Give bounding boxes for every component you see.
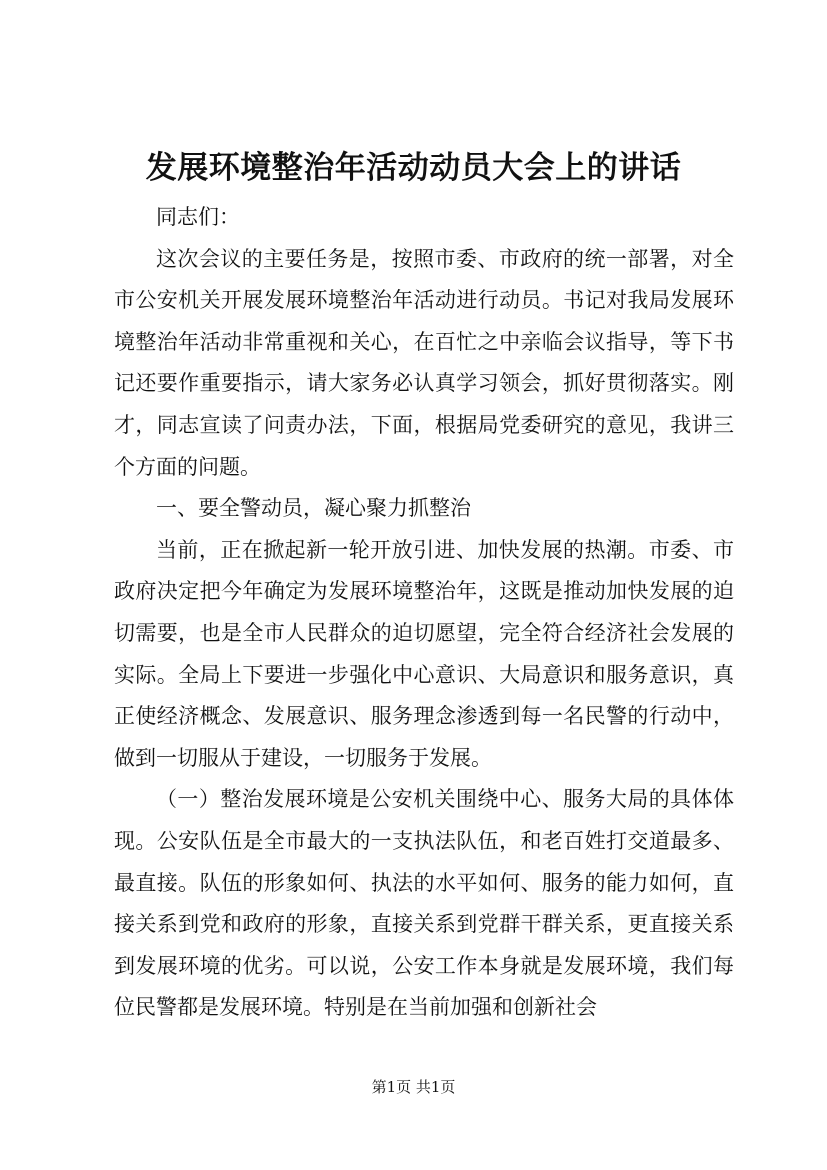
paragraph-current-situation: 当前，正在掀起新一轮开放引进、加快发展的热潮。市委、市政府决定把今年确定为发展环境整治年，这既是推动加快发展的迫切需要，也是全市人民群众的迫切愿望，完全符合经济社会发展的实际。全局上下要进一步强化中心意识、大局意识和服务意识，真正使经济概念、发展意识、服务理念渗透到每一名民警的行动中，做到一切服从于建设，一切服务于发展。: [114, 537, 734, 770]
document-title: 发展环境整治年活动动员大会上的讲话: [145, 150, 682, 186]
section-heading-1: 一、要全警动员，凝心聚力抓整治: [156, 496, 471, 521]
document-body: [114, 197, 734, 1029]
paragraph-subsection-1: （一）整治发展环境是公安机关围绕中心、服务大局的具体体现。公安队伍是全市最大的一支执法队伍，和老百姓打交道最多、最直接。队伍的形象如何、执法的水平如何、服务的能力如何，直接关系到党和政府的形象，直接关系到党群干群关系，更直接关系到发展环境的优劣。可以说，公安工作本身就是发展环境，我们每位民警都是发展环境。特别是在当前加强和创新社会: [114, 787, 734, 1020]
page-footer: 第1页 共1页: [371, 1078, 456, 1096]
paragraph-intro: 这次会议的主要任务是，按照市委、市政府的统一部署，对全市公安机关开展发展环境整治年活动进行动员。书记对我局发展环境整治年活动非常重视和关心，在百忙之中亲临会议指导，等下书记还要作重要指示，请大家务必认真学习领会，抓好贯彻落实。刚才，同志宣读了问责办法，下面，根据局党委研究的意见，我讲三个方面的问题。: [114, 246, 734, 479]
salutation: 同志们：: [156, 205, 240, 229]
